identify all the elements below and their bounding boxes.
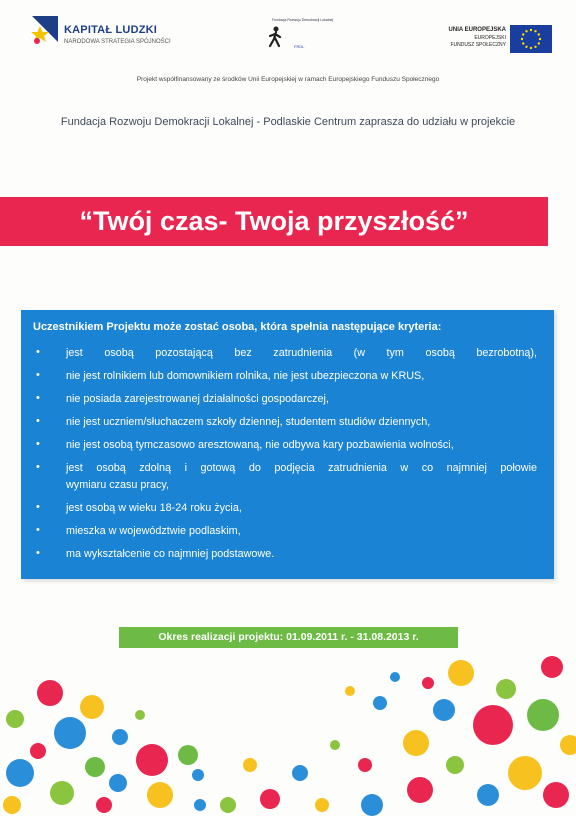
eu-line-3: FUNDUSZ SPOŁECZNY <box>450 42 506 48</box>
bullet-icon: • <box>36 392 40 404</box>
bullet-icon: • <box>36 501 40 513</box>
bullet-icon: • <box>36 524 40 536</box>
walking-figure-icon <box>268 26 284 48</box>
eu-line-2: EUROPEJSKI <box>474 35 506 41</box>
criteria-item <box>21 524 554 539</box>
eu-flag-icon <box>510 25 552 53</box>
criteria-list <box>21 340 554 562</box>
criteria-item-text: nie jest rolnikiem lub domownikiem rolnika, nie jest ubezpieczona w KRUS, <box>66 370 425 382</box>
criteria-box <box>21 310 554 579</box>
kapital-ludzki-logo <box>28 14 178 58</box>
criteria-item-continuation: wymiaru czasu pracy, <box>66 479 169 491</box>
kapital-ludzki-subtitle: NARODOWA STRATEGIA SPÓJNOŚCI <box>64 39 171 45</box>
criteria-item <box>21 392 554 407</box>
criteria-item <box>21 369 554 384</box>
criteria-item-text: nie posiada zarejestrowanej działalności gospodarczej, <box>66 393 329 405</box>
criteria-item <box>21 346 554 361</box>
project-title: “Twój czas- Twoja przyszłość” <box>79 206 469 236</box>
cofinancing-note: Projekt współfinansowany ze środków Unii Europejskiej w ramach Europejskiego Funduszu Społecznego <box>136 76 440 83</box>
criteria-item <box>21 415 554 430</box>
criteria-item <box>21 438 554 453</box>
criteria-item-text: ma wykształcenie co najmniej podstawowe. <box>66 548 275 560</box>
criteria-heading: Uczestnikiem Projektu może zostać osoba, która spełnia następujące kryteria: <box>33 321 442 333</box>
decorative-dots <box>0 655 576 816</box>
criteria-item-text: mieszka w województwie podlaskim, <box>66 525 241 537</box>
eu-line-1: UNIA EUROPEJSKA <box>448 27 506 33</box>
criteria-item <box>21 547 554 562</box>
eu-logo <box>440 22 554 58</box>
bullet-icon: • <box>36 415 40 427</box>
dot-cluster <box>3 656 576 816</box>
title-banner <box>0 197 548 246</box>
criteria-item-text: jest osobą w wieku 18-24 roku życia, <box>66 502 242 514</box>
criteria-item <box>21 461 554 493</box>
bullet-icon: • <box>36 346 40 358</box>
bullet-icon: • <box>36 461 40 473</box>
criteria-item-text: jest osobą pozostającą bez zatrudnienia (w tym osobą bezrobotną), <box>66 347 537 359</box>
project-period-text: Okres realizacji projektu: 01.09.2011 r. - 31.08.2013 r. <box>158 631 419 643</box>
kapital-ludzki-star-icon <box>28 14 62 48</box>
frdl-logo-sub: FRDL <box>294 44 305 49</box>
criteria-item-text: nie jest uczniem/słuchaczem szkoły dziennej, studentem studiów dziennych, <box>66 416 431 428</box>
bullet-icon: • <box>36 438 40 450</box>
project-period-bar <box>119 627 458 648</box>
bullet-icon: • <box>36 369 40 381</box>
bullet-icon: • <box>36 547 40 559</box>
criteria-item-text: nie jest osobą tymczasowo aresztowaną, nie odbywa kary pozbawienia wolności, <box>66 439 454 451</box>
kapital-ludzki-title: KAPITAŁ LUDZKI <box>64 24 158 36</box>
frdl-logo-text: Fundacja Rozwoju Demokracji Lokalnej <box>272 18 334 22</box>
frdl-logo <box>264 18 334 52</box>
criteria-item <box>21 501 554 516</box>
criteria-item-text: jest osobą zdolną i gotową do podjęcia zatrudnienia w co najmniej połowie <box>66 462 537 474</box>
invitation-line: Fundacja Rozwoju Demokracji Lokalnej - Podlaskie Centrum zaprasza do udziału w projekcie <box>60 116 516 128</box>
